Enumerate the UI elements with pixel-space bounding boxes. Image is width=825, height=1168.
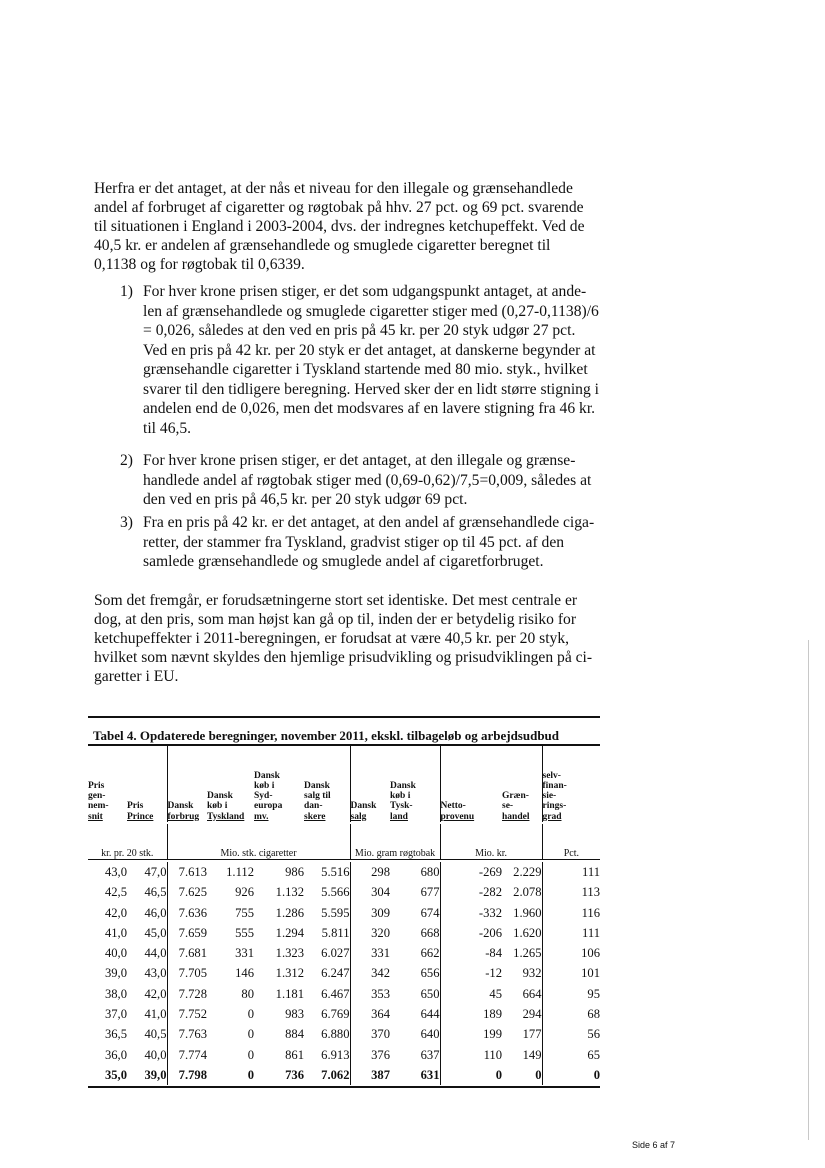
table-cell: 80 [241,986,254,1001]
table-cell: 656 [390,963,440,983]
table-cell: 1.312 [275,966,304,981]
table-cell: 199 [483,1027,502,1042]
intro-line: 40,5 kr. er andelen af grænsehandlede og smuglede cigaretter beregnet til [94,237,551,254]
table-cell: 113 [581,885,600,900]
column-header: selv- finan- sie- rings- grad [542,770,567,822]
outro-line: garetter i EU. [94,668,179,685]
column-header: Dansk salg [350,801,377,822]
list-item-line: grænsehandle cigaretter i Tyskland startende med 80 mio. styk., hvilket [143,361,588,378]
table-cell: 42,5 [104,885,127,900]
table-cell: 7.659 [178,925,207,940]
table-cell: 294 [502,1004,542,1024]
table-row [88,943,600,963]
column-header: Pris gen- nem- snit [88,780,109,822]
table-cell: 7.705 [178,966,207,981]
table-cell: 1.265 [502,943,542,963]
scan-margin-line [808,640,809,1140]
table-cell: 7.752 [178,1007,207,1022]
table-cell: 555 [235,925,254,940]
table-cell: 45,0 [127,923,167,943]
table-row [88,923,600,943]
unit-cigarettes: Mio. stk. cigaretter [167,824,350,860]
list-item-line: For hver krone prisen stiger, er det antaget, at den illegale og grænse- [143,452,576,469]
column-header: Netto- provenu [440,801,475,822]
column-header: Dansk køb i Tysk- land [390,746,440,822]
table-cell: 331 [235,946,254,961]
table-cell: 6.027 [304,943,350,963]
table-cell: 932 [502,963,542,983]
table-cell: 41,0 [127,1004,167,1024]
table-row [88,1045,600,1065]
table-cell: 644 [390,1004,440,1024]
table-cell: 331 [371,946,390,961]
table-cell: 0 [593,1067,600,1082]
table-cell: 106 [581,946,600,961]
table-cell: 5.566 [304,882,350,902]
table-body [88,862,600,1085]
table-cell: 7.625 [178,885,207,900]
table-cell: 1.620 [502,923,542,943]
table-header [88,746,600,822]
table-cell: 640 [390,1024,440,1044]
outro-line: Som det fremgår, er forudsætningerne stort set identiske. Det mest centrale er [94,592,578,609]
list-item-line: retter, der stammer fra Tyskland, gradvist stiger op til 45 pct. af den [143,533,565,551]
table-cell: 95 [587,986,600,1001]
table-cell: 1.112 [226,865,254,879]
table-cell: 36,5 [104,1027,127,1042]
table-cell: 387 [371,1067,390,1082]
table-cell: 1.286 [275,905,304,920]
table-cell: 376 [371,1047,390,1062]
table-cell: 0 [247,1027,254,1042]
table-cell: 631 [390,1065,440,1085]
table-cell: 7.763 [178,1027,207,1042]
table-cell: 39,0 [104,966,127,981]
column-header: Dansk køb i Tyskland [207,791,245,822]
list-item-line: handlede andel af røgtobak stiger med (0,69-0,62)/7,5=0,009, således at [143,471,592,489]
table-cell: 5.516 [304,862,350,882]
table-cell: 101 [581,966,600,981]
table-cell: 37,0 [104,1007,127,1022]
table-units [88,824,600,860]
intro-line: til situationen i England i 2003-2004, dvs. der indregnes ketchupeffekt. Ved de [94,218,585,235]
table-cell: 6.913 [304,1045,350,1065]
table-cell: 43,0 [104,865,127,879]
outro-paragraph [94,591,592,686]
column-header: Dansk forbrug [167,801,200,822]
table-cell: 111 [582,865,600,879]
table-cell: 884 [285,1027,304,1042]
table-cell: 42,0 [104,905,127,920]
table-row [88,903,600,923]
table-cell: 1.181 [275,986,304,1001]
table-top-rule [88,716,600,718]
unit-tobacco: Mio. gram røgtobak [350,824,440,860]
column-header: Pris Prince [127,746,167,822]
table-cell: 110 [483,1047,502,1062]
table-row [88,984,600,1004]
table-cell: 40,0 [127,1045,167,1065]
page-footer: Side 6 af 7 [632,1140,676,1150]
table-cell: 7.613 [178,865,207,879]
table-cell: -269 [478,865,502,879]
table-cell: -282 [478,885,502,900]
table-cell: 1.960 [502,903,542,923]
table-cell: 42,0 [127,984,167,1004]
table-cell: 680 [390,862,440,882]
table-cell: 43,0 [127,963,167,983]
list-item-line: andelen end de 0,026, men det modsvares af en lavere stigning fra 46 kr. [143,400,596,417]
list-item-line: Ved en pris på 42 kr. per 20 styk er det antaget, at danskerne begynder at [143,341,596,359]
table-row [88,963,600,983]
table-cell: 736 [285,1067,304,1082]
table-title: Tabel 4. Opdaterede beregninger, november 2011, ekskl. tilbageløb og arbejdsudbud [93,728,560,743]
table-cell: 650 [390,984,440,1004]
table-cell: 983 [285,1007,304,1022]
list-item-number: 1) [120,283,133,300]
table-cell: 7.062 [304,1065,350,1085]
table-cell: 353 [371,986,390,1001]
list-item-text [143,451,591,510]
column-header: Dansk køb i Syd- europa mv. [254,770,283,822]
list-item-number: 3) [120,514,133,531]
list-item-line: For hver krone prisen stiger, er det som udgangspunkt antaget, at ande- [143,283,587,300]
table-cell: 664 [502,984,542,1004]
table-cell: 45 [489,986,502,1001]
table-cell: 342 [371,966,390,981]
table-cell: 5.595 [304,903,350,923]
table-cell: -332 [478,905,502,920]
outro-line: hvilket som nævnt skyldes den hjemlige prisudvikling og prisudviklingen på ci- [94,649,593,666]
table-cell: 7.728 [178,986,207,1001]
unit-kr: Mio. kr. [440,824,542,860]
column-header: Dansk salg til dan- skere [304,746,350,822]
table-cell: 298 [371,865,390,879]
list-item-text [143,513,594,572]
list-item-line: svarer til den tidligere beregning. Herved sker der en lidt større stigning i [143,380,599,398]
outro-line: ketchupeffekter i 2011-beregningen, er forudsat at være 40,5 kr. per 20 styk, [94,630,570,647]
table-cell: 46,5 [127,882,167,902]
outro-line: dog, at den pris, som man højst kan gå op til, inden der er betydelig risiko for [94,611,577,628]
table-cell: 926 [235,885,254,900]
intro-paragraph [94,179,585,274]
table-cell: 364 [371,1007,390,1022]
list-item-line: = 0,026, således at den ved en pris på 45 kr. per 20 styk udgør 27 pct. [143,322,576,339]
list-item-number: 2) [120,452,133,469]
table-row [88,862,600,882]
list-item-line: len af grænsehandlede og smuglede cigaretter stiger med (0,27-0,1138)/6 [143,302,599,320]
table-cell: -206 [478,925,502,940]
table-cell: 65 [587,1047,600,1062]
column-header: Græn- se- handel [502,746,542,822]
table-cell: 320 [371,925,390,940]
table-cell: 177 [502,1024,542,1044]
table-cell: 36,0 [104,1047,127,1062]
table-cell: -12 [485,966,502,981]
table-cell: 668 [390,923,440,943]
intro-line: Herfra er det antaget, at der nås et niveau for den illegale og grænsehandlede [94,180,573,197]
table-cell: 0 [495,1067,502,1082]
table-cell: 149 [502,1045,542,1065]
table-cell: 662 [390,943,440,963]
table-cell: 674 [390,903,440,923]
table-cell: 40,0 [104,946,127,961]
table-cell: 39,0 [127,1065,167,1085]
unit-pct: Pct. [563,848,579,859]
table-cell: 6.769 [304,1004,350,1024]
table-cell: 56 [587,1027,600,1042]
table-cell: 7.774 [178,1047,207,1062]
table-cell: 2.078 [502,882,542,902]
table-cell: 0 [247,1007,254,1022]
unit-rule [88,859,600,860]
table-cell: 6.247 [304,963,350,983]
table-cell: 6.880 [304,1024,350,1044]
table-cell: 309 [371,905,390,920]
table-cell: 146 [235,966,254,981]
table-row [88,1065,600,1085]
table-cell: 1.323 [275,946,304,961]
table-cell: 861 [285,1047,304,1062]
list-item-line: Fra en pris på 42 kr. er det antaget, at den andel af grænsehandlede ciga- [143,514,595,531]
intro-line: andel af forbruget af cigaretter og røgtobak på hhv. 27 pct. og 69 pct. svarende [94,199,584,216]
table-cell: 189 [483,1007,502,1022]
table-cell: 111 [582,925,600,940]
table-cell: 304 [371,885,390,900]
table-cell: -84 [485,946,502,961]
unit-price: kr. pr. 20 stk. [88,824,167,860]
table-cell: 1.132 [275,885,304,900]
list-item-line: samlede grænsehandlede og smuglede andel af cigaretforbruget. [143,553,544,570]
table-cell: 46,0 [127,903,167,923]
table-cell: 2.229 [502,862,542,882]
table-cell: 755 [235,905,254,920]
list-item-text [143,282,599,438]
table-cell: 47,0 [127,862,167,882]
table-cell: 68 [587,1007,600,1022]
table-cell: 7.636 [178,905,207,920]
table-row [88,882,600,902]
table-cell: 7.798 [178,1067,207,1082]
table-bottom-rule [88,1086,600,1088]
table-cell: 637 [390,1045,440,1065]
table-cell: 1.294 [275,925,304,940]
intro-line: 0,1138 og for røgtobak til 0,6339. [94,256,305,273]
table-row [88,1004,600,1024]
table-cell: 116 [581,905,600,920]
table-cell: 0 [247,1067,254,1082]
table-cell: 35,0 [104,1067,127,1082]
list-item-line: den ved en pris på 46,5 kr. per 20 styk udgør 69 pct. [143,491,468,508]
table-cell: 41,0 [104,925,127,940]
table-cell: 677 [390,882,440,902]
table-cell: 7.681 [178,946,207,961]
table-cell: 370 [371,1027,390,1042]
table-cell: 5.811 [304,923,350,943]
table-cell: 44,0 [127,943,167,963]
table-cell: 986 [285,865,304,879]
table-row [88,1024,600,1044]
table-cell: 38,0 [104,986,127,1001]
table-cell: 6.467 [304,984,350,1004]
table-cell: 0 [502,1065,542,1085]
list-item-line: til 46,5. [143,419,192,437]
table-cell: 40,5 [127,1024,167,1044]
table-cell: 0 [247,1047,254,1062]
